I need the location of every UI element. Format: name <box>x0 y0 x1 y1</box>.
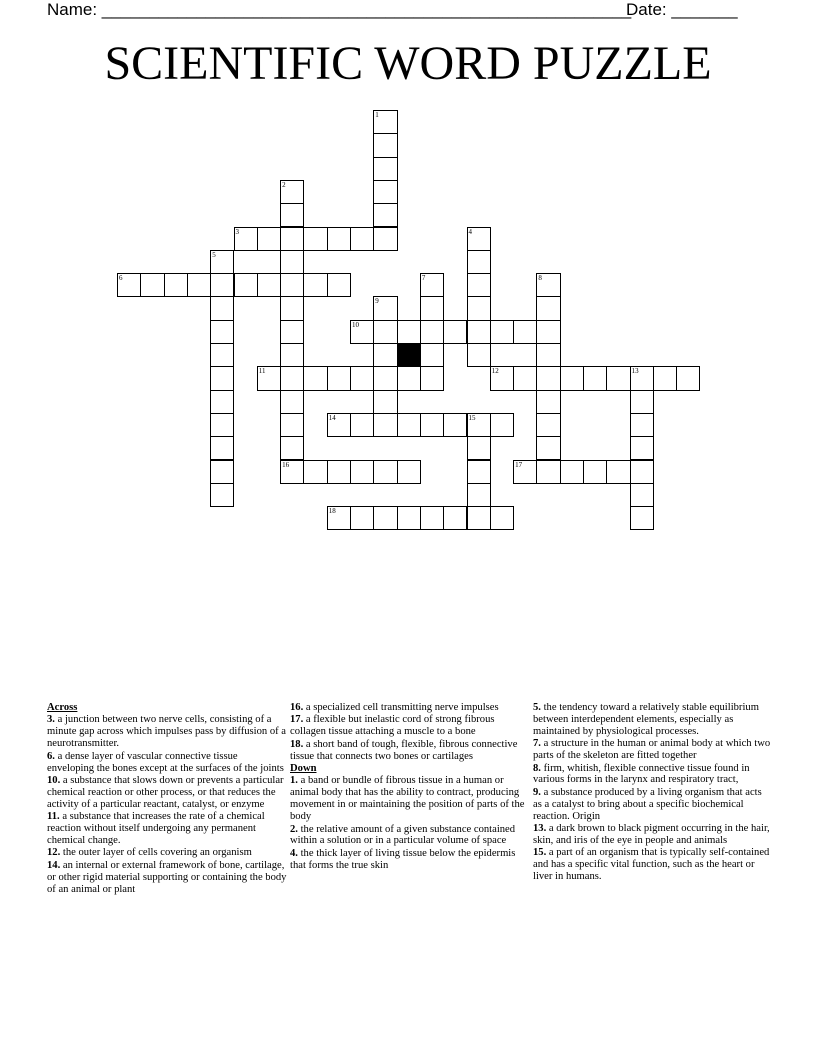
grid-cell[interactable] <box>490 366 514 390</box>
clue-number: 14 <box>328 413 336 422</box>
page-title: SCIENTIFIC WORD PUZZLE <box>104 37 712 90</box>
clue-item-number: 11. <box>47 811 60 823</box>
clue-number: 18 <box>328 507 336 516</box>
grid-cell[interactable] <box>210 366 234 390</box>
grid-cell[interactable] <box>373 413 397 437</box>
clue-item <box>290 702 530 714</box>
grid-cell[interactable] <box>630 413 654 437</box>
clue-item-text: the relative amount of a given substance contained within a solution or in a particular volume of space <box>290 823 516 847</box>
grid-cell[interactable] <box>187 273 211 297</box>
clue-item-number: 4. <box>290 847 298 859</box>
grid-cell[interactable] <box>420 366 444 390</box>
grid-cell[interactable] <box>350 460 374 484</box>
clue-item-text: firm, whitish, flexible connective tissue found in various forms in the larynx and respiratory tract, <box>533 762 750 786</box>
grid-cell[interactable] <box>420 320 444 344</box>
grid-cell[interactable] <box>583 460 607 484</box>
grid-cell[interactable] <box>257 227 281 251</box>
clue-number: 12 <box>491 367 499 376</box>
clue-item-text: a substance that slows down or prevents a particular chemical reaction or other process, or that reduces the activity of a particular reactant, catalyst, or enzyme <box>47 774 284 810</box>
grid-cell[interactable] <box>467 227 491 251</box>
grid-cell[interactable] <box>140 273 164 297</box>
clue-number: 4 <box>468 227 472 236</box>
clue-item-text: the tendency toward a relatively stable equilibrium between interdependent elements, especially as maintained by physiological processes. <box>533 702 759 737</box>
across-heading: Across <box>47 702 78 713</box>
clue-number: 9 <box>375 297 379 306</box>
grid-cell[interactable] <box>467 460 491 484</box>
grid-cell[interactable] <box>606 460 630 484</box>
grid-cell[interactable] <box>467 250 491 274</box>
grid-cell[interactable] <box>373 506 397 530</box>
grid-cell[interactable] <box>210 343 234 367</box>
grid-cell[interactable] <box>373 157 397 181</box>
grid-cell[interactable] <box>280 296 304 320</box>
grid-cell[interactable] <box>490 506 514 530</box>
grid-cell[interactable] <box>373 460 397 484</box>
grid-cell[interactable] <box>210 390 234 414</box>
grid-cell[interactable] <box>373 227 397 251</box>
name-field[interactable]: Name: ________________________________________________________ <box>47 0 632 19</box>
grid-cell[interactable] <box>280 343 304 367</box>
grid-cell[interactable] <box>397 460 421 484</box>
clue-item-number: 12. <box>47 847 61 859</box>
grid-cell[interactable] <box>536 460 560 484</box>
grid-cell[interactable] <box>373 180 397 204</box>
grid-cell[interactable] <box>303 366 327 390</box>
clue-number: 7 <box>421 274 426 283</box>
clue-item <box>290 848 530 872</box>
grid-cell[interactable] <box>117 273 141 297</box>
grid-cell[interactable] <box>210 483 234 507</box>
clue-item-text: an internal or external framework of bone, cartilage, or other rigid material supporting or containing the body of an animal or plant <box>47 859 287 895</box>
clue-item-text: a flexible but inelastic cord of strong fibrous collagen tissue attaching a muscle to a bone <box>290 714 495 738</box>
grid-cell[interactable] <box>234 273 258 297</box>
grid-cell[interactable] <box>513 460 537 484</box>
clue-item-number: 17. <box>290 714 304 726</box>
grid-cell[interactable] <box>536 343 560 367</box>
clue-item <box>533 823 773 847</box>
clue-number: 2 <box>282 180 286 189</box>
grid-cell[interactable] <box>164 273 188 297</box>
grid-cell[interactable] <box>234 227 258 251</box>
clue-item-text: a band or bundle of fibrous tissue in a human or animal body that has the ability to contract, producing movement in or maintaining the position of parts of the body <box>290 775 525 823</box>
grid-cell[interactable] <box>467 273 491 297</box>
clue-item <box>47 714 287 750</box>
grid-cell[interactable] <box>327 366 351 390</box>
clue-item <box>290 775 530 823</box>
grid-cell[interactable] <box>397 413 421 437</box>
grid-cell[interactable] <box>653 366 677 390</box>
clue-number: 6 <box>119 274 123 283</box>
grid-cell[interactable] <box>490 413 514 437</box>
grid-cell[interactable] <box>210 320 234 344</box>
clue-item-number: 18. <box>290 738 304 750</box>
grid-cell[interactable] <box>280 273 304 297</box>
clue-item <box>533 763 773 787</box>
clue-number: 5 <box>212 250 216 259</box>
clue-number: 17 <box>515 460 523 469</box>
clue-number: 13 <box>631 367 639 376</box>
clue-item-text: a dense layer of vascular connective tissue enveloping the bones except at the surfaces of the joints <box>47 750 284 774</box>
grid-cell[interactable] <box>513 366 537 390</box>
grid-cell[interactable] <box>327 506 351 530</box>
grid-cell[interactable] <box>536 296 560 320</box>
grid-cell[interactable] <box>467 296 491 320</box>
clue-item-number: 3. <box>47 714 55 726</box>
grid-cell[interactable] <box>443 320 467 344</box>
clue-number: 1 <box>375 111 379 119</box>
clue-item <box>47 751 287 775</box>
clue-item <box>533 787 773 823</box>
grid-cell[interactable] <box>536 390 560 414</box>
grid-cell[interactable] <box>630 390 654 414</box>
grid-cell[interactable] <box>373 110 397 134</box>
grid-cell[interactable] <box>630 483 654 507</box>
grid-cell[interactable] <box>373 343 397 367</box>
grid-cell[interactable] <box>467 483 491 507</box>
grid-cell[interactable] <box>210 436 234 460</box>
grid-cell[interactable] <box>280 436 304 460</box>
grid-cell[interactable] <box>373 320 397 344</box>
clue-number: 8 <box>538 274 542 283</box>
grid-cell[interactable] <box>467 413 491 437</box>
grid-cell[interactable] <box>583 366 607 390</box>
clue-number: 3 <box>235 227 239 236</box>
grid-cell[interactable] <box>280 320 304 344</box>
grid-cell[interactable] <box>606 366 630 390</box>
grid-cell[interactable] <box>536 413 560 437</box>
grid-cell[interactable] <box>630 366 654 390</box>
grid-cell[interactable] <box>327 227 351 251</box>
grid-cell[interactable] <box>467 436 491 460</box>
grid-cell[interactable] <box>373 390 397 414</box>
grid-cell[interactable] <box>536 320 560 344</box>
clue-item-text: the thick layer of living tissue below the epidermis that forms the true skin <box>290 847 516 871</box>
clue-item-number: 14. <box>47 859 61 871</box>
grid-cell[interactable] <box>280 366 304 390</box>
clue-item <box>290 714 530 738</box>
grid-cell[interactable] <box>630 460 654 484</box>
clue-item-text: a dark brown to black pigment occurring in the hair, skin, and iris of the eye in people and animals <box>533 823 770 846</box>
clue-item-number: 13. <box>533 823 547 835</box>
grid-cell[interactable] <box>350 413 374 437</box>
clue-item-number: 10. <box>47 774 61 786</box>
grid-cell[interactable] <box>327 273 351 297</box>
clue-item-number: 5. <box>533 702 541 713</box>
grid-cell[interactable] <box>676 366 700 390</box>
grid-cell[interactable] <box>280 413 304 437</box>
grid-cell[interactable] <box>280 180 304 204</box>
grid-cell[interactable] <box>210 296 234 320</box>
grid-cell[interactable] <box>210 250 234 274</box>
black-cell <box>397 343 421 367</box>
clue-item <box>47 847 287 859</box>
grid-cell[interactable] <box>327 460 351 484</box>
clue-item-number: 9. <box>533 786 541 798</box>
down-heading: Down <box>290 763 317 775</box>
grid-cell[interactable] <box>303 460 327 484</box>
clue-item-number: 1. <box>290 775 298 787</box>
clue-item-text: a substance produced by a living organism that acts as a catalyst to bring about a specific biochemical reaction. Origin <box>533 786 762 822</box>
clue-item <box>533 738 773 762</box>
clue-item-text: the outer layer of cells covering an organism <box>62 847 252 859</box>
grid-cell[interactable] <box>373 133 397 157</box>
grid-cell[interactable] <box>443 413 467 437</box>
grid-cell[interactable] <box>327 413 351 437</box>
clue-number: 15 <box>468 413 476 422</box>
clue-item-number: 8. <box>533 762 541 774</box>
clue-number: 11 <box>258 367 266 376</box>
grid-cell[interactable] <box>513 320 537 344</box>
grid-cell[interactable] <box>630 506 654 530</box>
clue-item-number: 15. <box>533 847 547 859</box>
grid-cell[interactable] <box>420 343 444 367</box>
clue-item-text: a specialized cell transmitting nerve impulses <box>305 702 499 713</box>
grid-cell[interactable] <box>280 203 304 227</box>
clue-item <box>290 824 530 848</box>
grid-cell[interactable] <box>373 296 397 320</box>
clue-item-number: 7. <box>533 738 541 750</box>
grid-cell[interactable] <box>467 320 491 344</box>
grid-cell[interactable] <box>467 343 491 367</box>
grid-cell[interactable] <box>350 366 374 390</box>
clue-item <box>47 775 287 811</box>
clue-item <box>533 702 773 738</box>
clue-item <box>533 847 773 883</box>
grid-cell[interactable] <box>350 227 374 251</box>
date-field[interactable]: Date: _______ <box>626 0 738 19</box>
grid-cell[interactable] <box>373 203 397 227</box>
clues-column-1 <box>47 702 287 896</box>
grid-cell[interactable] <box>280 227 304 251</box>
grid-cell[interactable] <box>280 460 304 484</box>
clue-item-text: a short band of tough, flexible, fibrous connective tissue that connects two bones or cartilages <box>290 738 518 762</box>
grid-cell[interactable] <box>420 506 444 530</box>
grid-cell[interactable] <box>420 273 444 297</box>
clue-item-text: a structure in the human or animal body at which two parts of the skeleton are fitted together <box>533 738 771 762</box>
grid-cell[interactable] <box>210 413 234 437</box>
clue-item <box>47 811 287 847</box>
clue-number: 10 <box>352 320 359 329</box>
grid-cell[interactable] <box>560 460 584 484</box>
grid-cell[interactable] <box>350 506 374 530</box>
grid-cell[interactable] <box>257 273 281 297</box>
clue-item-number: 6. <box>47 750 55 762</box>
grid-cell[interactable] <box>443 506 467 530</box>
grid-cell[interactable] <box>397 506 421 530</box>
grid-cell[interactable] <box>536 436 560 460</box>
grid-cell[interactable] <box>420 296 444 320</box>
grid-cell[interactable] <box>373 366 397 390</box>
clue-number: 16 <box>282 460 290 469</box>
grid-cell[interactable] <box>467 506 491 530</box>
clue-item <box>47 860 287 896</box>
clue-item-text: a junction between two nerve cells, consisting of a minute gap across which impulses pass by diffusion of a neurotransmitter. <box>47 714 287 750</box>
clue-item-number: 16. <box>290 702 304 713</box>
grid-cell[interactable] <box>257 366 281 390</box>
grid-cell[interactable] <box>303 273 327 297</box>
grid-cell[interactable] <box>536 366 560 390</box>
grid-cell[interactable] <box>560 366 584 390</box>
grid-cell[interactable] <box>397 320 421 344</box>
grid-cell[interactable] <box>490 320 514 344</box>
clue-item-text: a part of an organism that is typically self-contained and has a specific vital function, such as the heart or liver in humans. <box>533 847 770 883</box>
grid-cell[interactable] <box>536 273 560 297</box>
grid-cell[interactable] <box>630 436 654 460</box>
grid-cell[interactable] <box>280 250 304 274</box>
grid-cell[interactable] <box>210 273 234 297</box>
grid-cell[interactable] <box>350 320 374 344</box>
grid-cell[interactable] <box>420 413 444 437</box>
grid-cell[interactable] <box>280 390 304 414</box>
clue-item-text: a substance that increases the rate of a chemical reaction without itself undergoing any permanent chemical change. <box>47 811 265 846</box>
clue-item <box>290 739 530 763</box>
grid-cell[interactable] <box>210 460 234 484</box>
clues-column-3 <box>533 702 773 884</box>
grid-cell[interactable] <box>303 227 327 251</box>
grid-cell[interactable] <box>397 366 421 390</box>
clue-item-number: 2. <box>290 823 298 835</box>
clues-column-2 <box>290 702 530 872</box>
